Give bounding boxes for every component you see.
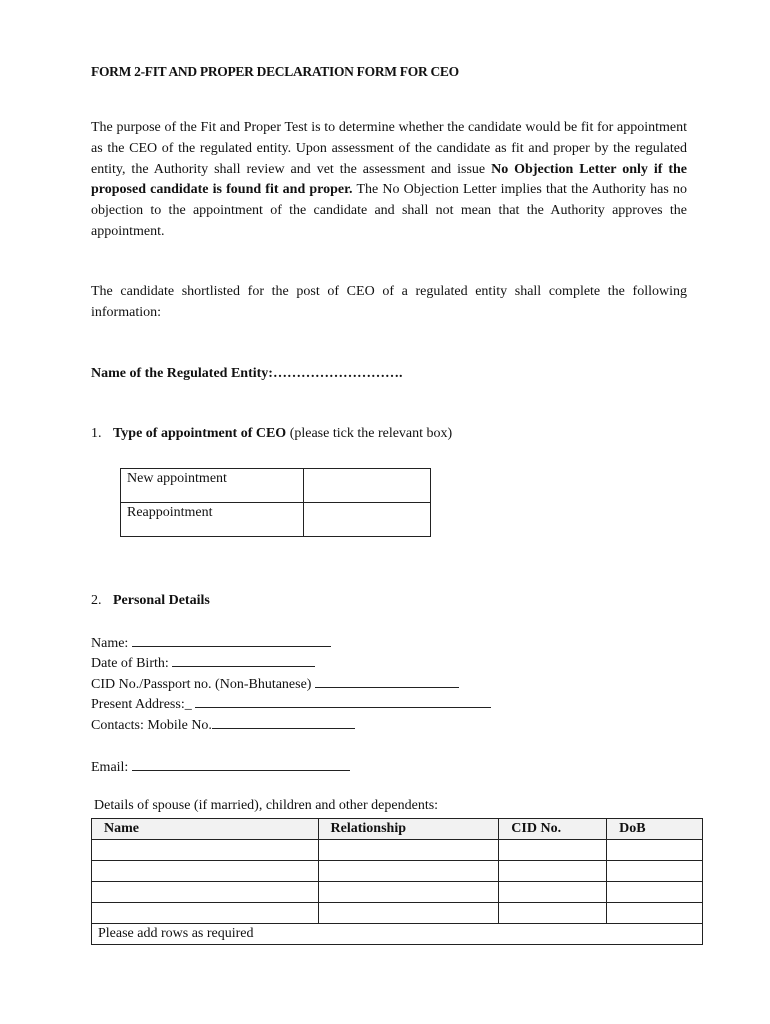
col-header-dob: DoB (607, 819, 703, 840)
table-row (92, 840, 703, 861)
table-cell[interactable] (92, 861, 319, 882)
table-cell[interactable] (607, 882, 703, 903)
email-field-row (91, 758, 350, 776)
new-appointment-label: New appointment (121, 469, 304, 503)
cid-field-row (91, 675, 459, 693)
section-2-number: 2. (91, 593, 102, 608)
address-input-line[interactable] (195, 695, 491, 708)
dob-field-row (91, 654, 315, 672)
regulated-entity-field[interactable]: Name of the Regulated Entity:………………………. (91, 366, 403, 381)
add-rows-note: Please add rows as required (92, 924, 703, 945)
name-field-row (91, 634, 331, 652)
dependents-table (91, 818, 703, 945)
email-label: Email: (91, 760, 129, 775)
table-cell[interactable] (318, 882, 499, 903)
section-1-heading (91, 426, 452, 442)
table-row (92, 882, 703, 903)
dob-label: Date of Birth: (91, 656, 169, 671)
table-cell[interactable] (92, 903, 319, 924)
table-cell[interactable] (318, 861, 499, 882)
cid-label: CID No./Passport no. (Non-Bhutanese) (91, 677, 312, 692)
table-cell[interactable] (499, 861, 607, 882)
table-cell[interactable] (92, 882, 319, 903)
instruction-paragraph: The candidate shortlisted for the post of CEO of a regulated entity shall complete the following information: (91, 284, 687, 320)
cid-input-line[interactable] (315, 675, 459, 688)
section-1-note: (please tick the relevant box) (286, 426, 453, 441)
table-cell[interactable] (607, 840, 703, 861)
email-input-line[interactable] (132, 758, 350, 771)
section-2-title: Personal Details (113, 593, 210, 608)
appointment-type-table (120, 468, 431, 537)
table-footer-row (92, 924, 703, 945)
address-label: Present Address:_ (91, 697, 192, 712)
col-header-cid: CID No. (499, 819, 607, 840)
name-label: Name: (91, 636, 129, 651)
table-cell[interactable] (318, 903, 499, 924)
col-header-relationship: Relationship (318, 819, 499, 840)
table-cell[interactable] (607, 903, 703, 924)
mobile-input-line[interactable] (212, 716, 355, 729)
intro-paragraph (91, 118, 687, 243)
address-field-row (91, 695, 491, 713)
appointment-row (121, 469, 431, 503)
form-title: FORM 2-FIT AND PROPER DECLARATION FORM FOR CEO (91, 64, 459, 79)
table-cell[interactable] (499, 840, 607, 861)
table-cell[interactable] (499, 882, 607, 903)
table-row (92, 903, 703, 924)
dob-input-line[interactable] (172, 654, 315, 667)
table-cell[interactable] (318, 840, 499, 861)
intro-text-2: The No Objection Letter implies that the Authority has no objection to the appointment of the candidate and shall not mean that the Authority approves the appointment. (91, 182, 687, 239)
table-cell[interactable] (92, 840, 319, 861)
name-input-line[interactable] (132, 634, 331, 647)
section-1-title: Type of appointment of CEO (113, 426, 287, 441)
appointment-row (121, 503, 431, 537)
dependents-caption: Details of spouse (if married), children and other dependents: (94, 798, 439, 813)
intro-text-1: The purpose of the Fit and Proper Test is to determine whether the candidate would be fit for appointment as the CEO of the regulated entity. Upon assessment of the candidate as fit and proper by the regulated entity, the Authority shall review and vet the assessment and issue (91, 120, 687, 177)
table-cell[interactable] (607, 861, 703, 882)
table-row (92, 861, 703, 882)
reappointment-label: Reappointment (121, 503, 304, 537)
section-1-number: 1. (91, 426, 102, 441)
mobile-label: Contacts: Mobile No. (91, 718, 212, 733)
dependents-header-row (92, 819, 703, 840)
section-2-heading (91, 593, 210, 609)
reappointment-checkbox[interactable] (304, 503, 431, 537)
intro-bold-text: No Objection Letter only if the proposed candidate is found fit and proper. (91, 161, 687, 198)
new-appointment-checkbox[interactable] (304, 469, 431, 503)
table-cell[interactable] (499, 903, 607, 924)
mobile-field-row (91, 716, 355, 734)
col-header-name: Name (92, 819, 319, 840)
